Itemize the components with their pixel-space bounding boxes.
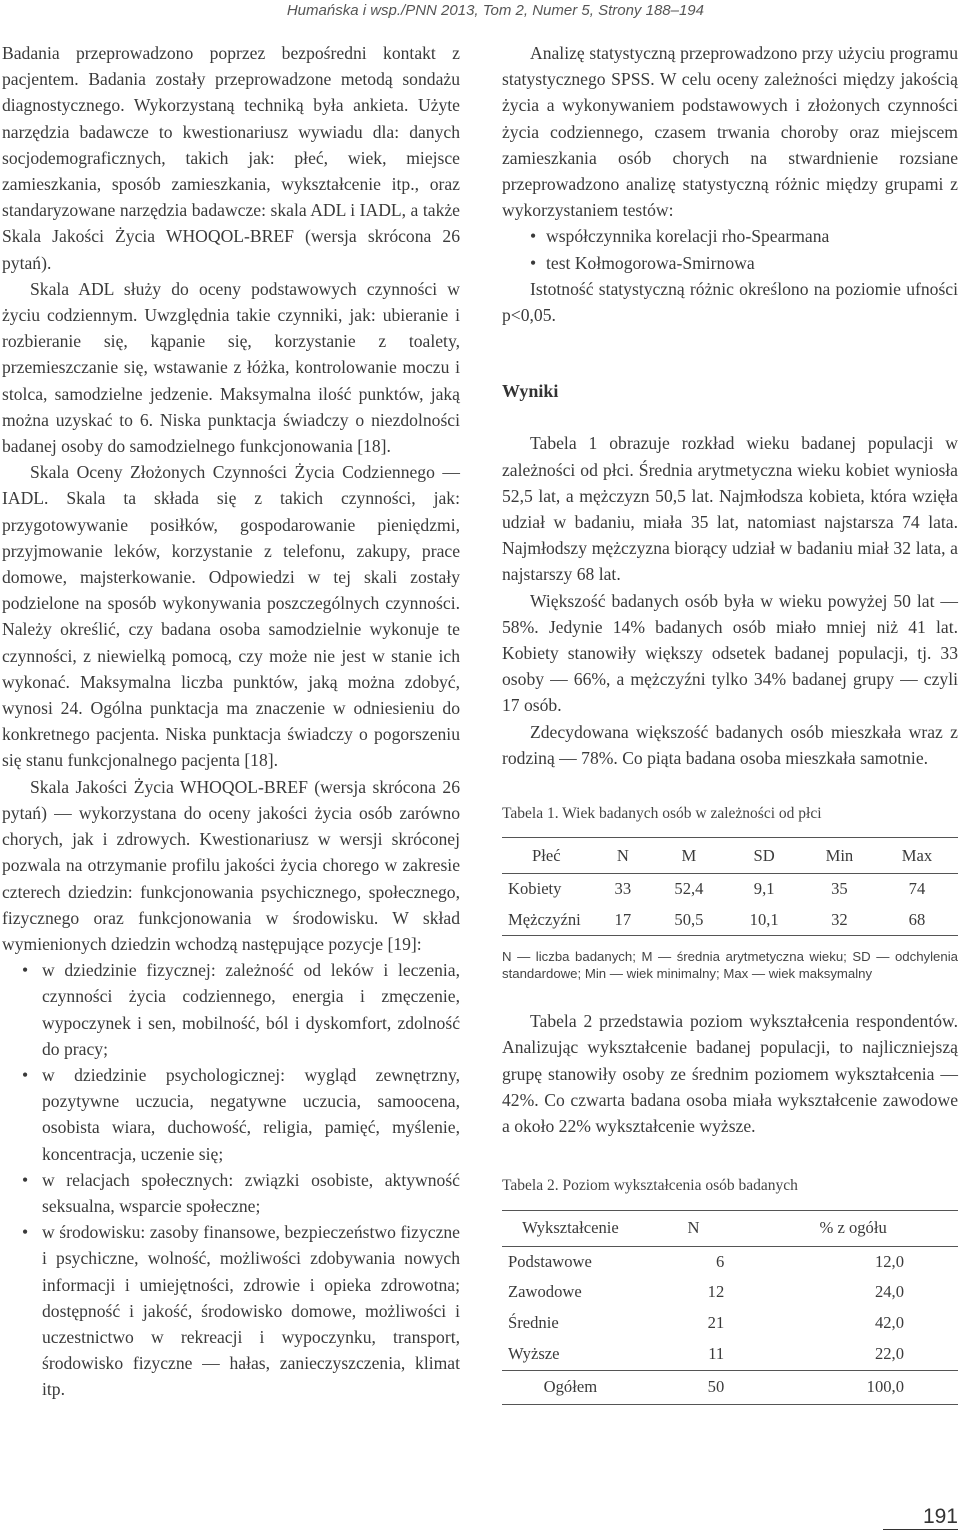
- table-total-row: [502, 1370, 958, 1404]
- table-cell: Wyższe: [508, 1344, 560, 1364]
- table-cell: Mężczyźni: [508, 909, 581, 929]
- table-header-row: [502, 1210, 958, 1246]
- table-header-cell: % z ogółu: [819, 1217, 887, 1237]
- table-row: [502, 1308, 958, 1339]
- table-cell: Podstawowe: [508, 1251, 592, 1271]
- table-cell: 100,0: [866, 1376, 904, 1396]
- list-item: • w środowisku: zasoby finansowe, bezpieczeństwo fizyczne i psychiczne, wolność, możliwości zdobywania nowych informacji i umiejętności, zdrowie i opieka zdrowotna; dostępność i jakość, środowisko domowe, możliwości i uczestnictwo w rekreacji i wypoczynku, transport, środowisko fizyczne — hałas, zanieczyszczenia, klimat itp.: [2, 1219, 460, 1402]
- paragraph: Skala ADL służy do oceny podstawowych czynności w życiu codziennym. Uwzględnia takie czynniki, jak: ubieranie i rozbieranie się, kąpanie się, korzystanie z toalety, przemieszczanie się, wstawanie z łóżka, kontrolowanie moczu i stolca, samodzielne jedzenie. Maksymalna ilość punktów, jaką można uzyskać to 6. Niska punktacja świadczy o niezdolności badanej osoby do samodzielnego funkcjonowania [18].: [2, 278, 460, 457]
- list-item: • test Kołmogorowa-Smirnowa: [502, 250, 958, 276]
- table-header-row: [502, 838, 958, 874]
- table-header-cell: SD: [753, 845, 775, 865]
- table-cell: 35: [831, 879, 848, 899]
- table1: [502, 837, 958, 936]
- table-header-cell: Płeć: [532, 845, 561, 865]
- table-cell: 52,4: [674, 879, 704, 899]
- table-header-cell: N: [687, 1217, 700, 1237]
- table-cell: Średnie: [508, 1313, 559, 1333]
- table-cell: 9,1: [753, 879, 775, 899]
- table-cell: 50,5: [674, 909, 704, 929]
- paragraph: Tabela 2 przedstawia poziom wykształcenia respondentów. Analizując wykształcenie badanej populacji, to najliczniejszą grupę stanowiły osoby ze średnim poziomem wykształcenia — 42%. Co czwarta badana osoba miała wykształcenie zawodowe a około 22% wykształcenie wyższe.: [502, 1011, 958, 1137]
- paragraph: Większość badanych osób była w wieku powyżej 50 lat — 58%. Jedynie 14% badanych osób miało mniej niż 41 lat. Kobiety stanowiły większy odsetek badanej populacji, tj. 33 osoby — 66%, a mężczyźni tylko 34% badanej grupy — czyli 17 osób.: [502, 590, 958, 716]
- paragraph: Tabela 1 obrazuje rozkład wieku badanej populacji w zależności od płci. Średnia arytmetyczna wieku kobiet wyniosła 52,5 lat, a mężczyzn 50,5 lat. Najmłodsza kobieta, która wzięła udział w badaniu, miała 35 lat, natomiast najstarsza 74 lata. Najmłodszy mężczyzna biorący udział w badaniu miał 32 lata, a najstarszy 68 lat.: [502, 433, 958, 585]
- table-cell: 74: [908, 879, 926, 899]
- domain-list: [2, 957, 460, 1402]
- table-cell: 32: [831, 909, 848, 929]
- left-column: [2, 40, 460, 1403]
- table-header-cell: Max: [901, 845, 933, 865]
- table1-caption: Tabela 1. Wiek badanych osób w zależności od płci: [502, 805, 822, 823]
- table-cell: 12,0: [874, 1251, 904, 1271]
- table2-caption: Tabela 2. Poziom wykształcenia osób badanych: [502, 1177, 798, 1195]
- table-header-cell: N: [616, 845, 629, 865]
- list-item: • w dziedzinie psychologicznej: wygląd zewnętrzny, pozytywne uczucia, negatywne uczucia, samoocena, osobista wiara, duchowość, religia, pamięć, myślenie, koncentracja, uczenie się;: [2, 1062, 460, 1167]
- table-header-cell: Wykształcenie: [522, 1217, 619, 1237]
- table2: [502, 1210, 958, 1405]
- table-cell: 68: [908, 909, 926, 929]
- test-list: [502, 223, 958, 275]
- list-item: • współczynnika korelacji rho-Spearmana: [502, 223, 958, 249]
- table-cell: 42,0: [874, 1313, 904, 1333]
- table-row: [502, 874, 958, 905]
- running-header: Humańska i wsp./PNN 2013, Tom 2, Numer 5, Strony 188–194: [286, 2, 704, 19]
- table-row: [502, 1339, 958, 1370]
- table-cell: 17: [614, 909, 632, 929]
- table-cell: Zawodowe: [508, 1282, 582, 1302]
- table-header-cell: Min: [825, 845, 854, 865]
- paragraph: Skala Jakości Życia WHOQOL-BREF (wersja skrócona 26 pytań) — wykorzystana do oceny jakości życia osób zarówno chorych, jak i zdrowych. Kwestionariusz w wersji skróconej pozwala na otrzymanie profilu jakości życia chorego w zakresie czterech dziedzin: funkcjonowania psychicznego, społecznego, fizycznego oraz funkcjonowania w środowisku. W skład wymienionych dziedzin wchodzą następujące pozycje [19]:: [2, 776, 460, 954]
- list-item: • w relacjach społecznych: związki osobiste, aktywność seksualna, wsparcie społeczne;: [2, 1167, 460, 1219]
- table1-note: N — liczba badanych; M — średnia arytmetyczna wieku; SD — odchylenia standardowe; Min — wiek minimalny; Max — wiek maksymalny: [502, 949, 958, 982]
- paragraph: Zdecydowana większość badanych osób mieszkała wraz z rodziną — 78%. Co piąta badana osoba mieszkała samotnie.: [502, 721, 958, 768]
- table-cell: 11: [708, 1344, 725, 1364]
- page-number: 191: [883, 1505, 958, 1530]
- table-cell: 6: [715, 1251, 725, 1271]
- table-row: [502, 1246, 958, 1277]
- paragraph: Skala Oceny Złożonych Czynności Życia Codziennego — IADL. Skala ta składa się z takich czynności, jak: przygotowywanie posiłków, gospodarowanie pieniędzmi, przyjmowanie leków, korzystanie z telefonu, zakupy, prace domowe, majsterkowanie. Odpowiedzi w tej skali zostały podzielone na sposób wykonywania poszczególnych czynności. Należy określić, czy badana osoba samodzielnie wykonuje te czynności, z niewielką pomocą, czy może nie jest w stanie ich wykonać. Maksymalna liczba punktów, jaką można zdobyć, wynosi 24. Ogólna punktacja ma znaczenie w odniesieniu do konkretnego pacjenta. Niska punktacja świadczy o pogorszeniu się stanu funkcjonalnego pacjenta [18].: [2, 462, 460, 771]
- paragraph: Badania przeprowadzono poprzez bezpośredni kontakt z pacjentem. Badania zostały przeprowadzone metodą sondażu diagnostycznego. Wykorzystaną techniką była ankieta. Użyte narzędzia badawcze to kwestionariusz wywiadu dla: danych socjodemograficznych, takich jak: płeć, wiek, miejsce zamieszkania, sposób zamieszkania, wykształcenie itp., oraz standaryzowane narzędzia badawcze: skala ADL i IADL, a także Skala Jakości Życia WHOQOL-BREF (wersja skrócona 26 pytań).: [2, 43, 460, 273]
- table-cell: 33: [614, 879, 632, 899]
- table-cell: Kobiety: [508, 879, 562, 899]
- list-item: • w dziedzinie fizycznej: zależność od leków i leczenia, czynności życia codziennego, energia i zmęczenie, wypoczynek i sen, mobilność, ból i dyskomfort, zdolność do pracy;: [2, 957, 460, 1062]
- table-cell: 50: [707, 1376, 725, 1396]
- paragraph: Analizę statystyczną przeprowadzono przy użyciu programu statystycznego SPSS. W celu oceny zależności między jakością życia a wykonywaniem podstawowych i złożonych czynności życia codziennego, czasem trwania choroby oraz miejscem zamieszkania osób chorych na stwardnienie rozsiane przeprowadzono analizę statystyczną różnic między grupami z wykorzystaniem testów:: [502, 43, 958, 221]
- table-header-cell: M: [681, 845, 697, 865]
- paragraph: Istotność statystyczną różnic określono na poziomie ufności p<0,05.: [502, 278, 958, 326]
- table-cell: 12: [707, 1282, 725, 1302]
- table-cell: 10,1: [749, 909, 779, 929]
- table-row: [502, 905, 958, 936]
- section-heading: Wyniki: [502, 381, 559, 402]
- table-row: [502, 1277, 958, 1308]
- table-cell: 22,0: [874, 1344, 904, 1364]
- table-cell: Ogółem: [543, 1376, 598, 1396]
- table-cell: 21: [707, 1313, 725, 1333]
- table-cell: 24,0: [874, 1282, 904, 1302]
- right-column: [502, 40, 958, 1405]
